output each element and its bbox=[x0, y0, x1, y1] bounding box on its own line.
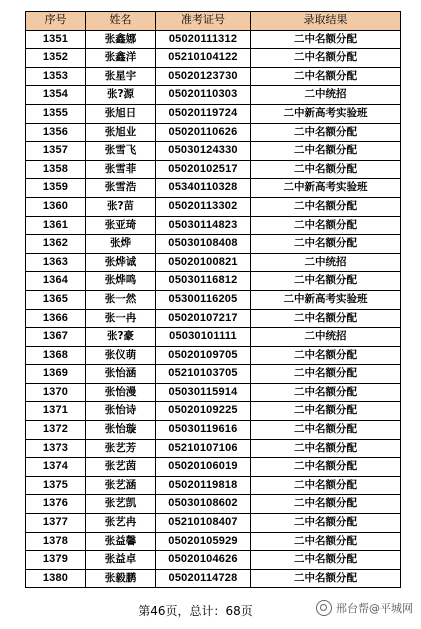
cell-exam-number: 05020111312 bbox=[156, 30, 251, 49]
cell-serial: 1374 bbox=[26, 458, 86, 477]
cell-exam-number: 05030124330 bbox=[156, 142, 251, 161]
cell-result: 二中名额分配 bbox=[251, 123, 401, 142]
cell-result: 二中统招 bbox=[251, 253, 401, 272]
cell-result: 二中名额分配 bbox=[251, 30, 401, 49]
cell-result: 二中名额分配 bbox=[251, 235, 401, 254]
table-row bbox=[26, 346, 401, 365]
cell-name: 张怡涵 bbox=[86, 365, 156, 384]
table-row bbox=[26, 104, 401, 123]
cell-serial: 1373 bbox=[26, 439, 86, 458]
table-row bbox=[26, 272, 401, 291]
cell-result: 二中名额分配 bbox=[251, 551, 401, 570]
cell-exam-number: 05030119616 bbox=[156, 421, 251, 440]
cell-name: 张旭业 bbox=[86, 123, 156, 142]
cell-serial: 1353 bbox=[26, 67, 86, 86]
cell-serial: 1378 bbox=[26, 532, 86, 551]
table-row bbox=[26, 30, 401, 49]
results-sheet bbox=[25, 11, 400, 588]
table-row bbox=[26, 309, 401, 328]
table-row bbox=[26, 253, 401, 272]
cell-serial: 1380 bbox=[26, 569, 86, 588]
cell-name: 张烨 bbox=[86, 235, 156, 254]
cell-serial: 1371 bbox=[26, 402, 86, 421]
table-header-row bbox=[26, 12, 401, 31]
cell-exam-number: 05020119818 bbox=[156, 476, 251, 495]
cell-serial: 1354 bbox=[26, 86, 86, 105]
cell-name: 张?苗 bbox=[86, 197, 156, 216]
cell-exam-number: 05030115914 bbox=[156, 383, 251, 402]
cell-serial: 1363 bbox=[26, 253, 86, 272]
cell-result: 二中新高考实验班 bbox=[251, 290, 401, 309]
cell-serial: 1360 bbox=[26, 197, 86, 216]
cell-result: 二中名额分配 bbox=[251, 365, 401, 384]
table-row bbox=[26, 123, 401, 142]
cell-exam-number: 05030108408 bbox=[156, 235, 251, 254]
cell-name: 张艺芳 bbox=[86, 439, 156, 458]
cell-name: 张雪浩 bbox=[86, 179, 156, 198]
table-row bbox=[26, 421, 401, 440]
cell-serial: 1376 bbox=[26, 495, 86, 514]
cell-exam-number: 05020102517 bbox=[156, 160, 251, 179]
cell-serial: 1359 bbox=[26, 179, 86, 198]
cell-serial: 1361 bbox=[26, 216, 86, 235]
cell-name: 张?源 bbox=[86, 86, 156, 105]
cell-name: 张旭日 bbox=[86, 104, 156, 123]
cell-exam-number: 05300116205 bbox=[156, 290, 251, 309]
cell-result: 二中名额分配 bbox=[251, 160, 401, 179]
cell-exam-number: 05020110303 bbox=[156, 86, 251, 105]
table-row bbox=[26, 439, 401, 458]
cell-serial: 1364 bbox=[26, 272, 86, 291]
cell-result: 二中统招 bbox=[251, 328, 401, 347]
table-row bbox=[26, 383, 401, 402]
cell-name: 张毅鹏 bbox=[86, 569, 156, 588]
table-row bbox=[26, 197, 401, 216]
cell-result: 二中新高考实验班 bbox=[251, 179, 401, 198]
cell-serial: 1357 bbox=[26, 142, 86, 161]
table-row bbox=[26, 290, 401, 309]
cell-exam-number: 05030108602 bbox=[156, 495, 251, 514]
cell-name: 张艺冉 bbox=[86, 514, 156, 533]
cell-result: 二中名额分配 bbox=[251, 476, 401, 495]
cell-exam-number: 05030116812 bbox=[156, 272, 251, 291]
cell-name: 张雪飞 bbox=[86, 142, 156, 161]
table-row bbox=[26, 402, 401, 421]
cell-name: 张怡诗 bbox=[86, 402, 156, 421]
table-row bbox=[26, 569, 401, 588]
table-row bbox=[26, 476, 401, 495]
cell-result: 二中名额分配 bbox=[251, 383, 401, 402]
table-row bbox=[26, 514, 401, 533]
cell-name: 张鑫洋 bbox=[86, 49, 156, 68]
cell-name: 张益馨 bbox=[86, 532, 156, 551]
cell-result: 二中名额分配 bbox=[251, 142, 401, 161]
cell-serial: 1366 bbox=[26, 309, 86, 328]
table-row bbox=[26, 86, 401, 105]
page-count-text: 第46页，总计：68页 bbox=[138, 604, 253, 618]
cell-name: 张烨鸣 bbox=[86, 272, 156, 291]
table-row bbox=[26, 179, 401, 198]
cell-exam-number: 05030114823 bbox=[156, 216, 251, 235]
cell-result: 二中名额分配 bbox=[251, 197, 401, 216]
cell-exam-number: 05020110626 bbox=[156, 123, 251, 142]
cell-exam-number: 05020100821 bbox=[156, 253, 251, 272]
cell-name: 张怡漫 bbox=[86, 383, 156, 402]
cell-name: 张一然 bbox=[86, 290, 156, 309]
table-row bbox=[26, 328, 401, 347]
cell-serial: 1377 bbox=[26, 514, 86, 533]
cell-serial: 1370 bbox=[26, 383, 86, 402]
cell-exam-number: 05020105929 bbox=[156, 532, 251, 551]
cell-exam-number: 05020107217 bbox=[156, 309, 251, 328]
cell-exam-number: 05340110328 bbox=[156, 179, 251, 198]
cell-result: 二中新高考实验班 bbox=[251, 104, 401, 123]
cell-name: 张艺涵 bbox=[86, 476, 156, 495]
table-row bbox=[26, 216, 401, 235]
cell-result: 二中统招 bbox=[251, 86, 401, 105]
cell-result: 二中名额分配 bbox=[251, 67, 401, 86]
table-row bbox=[26, 365, 401, 384]
header-exam-number: 准考证号 bbox=[156, 12, 251, 31]
table-row bbox=[26, 495, 401, 514]
cell-result: 二中名额分配 bbox=[251, 569, 401, 588]
table-row bbox=[26, 49, 401, 68]
cell-name: 张艺凯 bbox=[86, 495, 156, 514]
cell-name: 张一冉 bbox=[86, 309, 156, 328]
cell-result: 二中名额分配 bbox=[251, 216, 401, 235]
cell-result: 二中名额分配 bbox=[251, 532, 401, 551]
cell-serial: 1375 bbox=[26, 476, 86, 495]
cell-name: 张亚琦 bbox=[86, 216, 156, 235]
cell-name: 张仪萌 bbox=[86, 346, 156, 365]
cell-exam-number: 05020114728 bbox=[156, 569, 251, 588]
cell-result: 二中名额分配 bbox=[251, 49, 401, 68]
cell-serial: 1365 bbox=[26, 290, 86, 309]
cell-result: 二中名额分配 bbox=[251, 495, 401, 514]
cell-exam-number: 05020106019 bbox=[156, 458, 251, 477]
cell-name: 张艺茵 bbox=[86, 458, 156, 477]
cell-serial: 1351 bbox=[26, 30, 86, 49]
cell-exam-number: 05210107106 bbox=[156, 439, 251, 458]
cell-serial: 1362 bbox=[26, 235, 86, 254]
cell-name: 张烨诚 bbox=[86, 253, 156, 272]
cell-name: 张益卓 bbox=[86, 551, 156, 570]
table-row bbox=[26, 160, 401, 179]
cell-serial: 1355 bbox=[26, 104, 86, 123]
table-row bbox=[26, 532, 401, 551]
header-serial: 序号 bbox=[26, 12, 86, 31]
cell-exam-number: 05020119724 bbox=[156, 104, 251, 123]
cell-result: 二中名额分配 bbox=[251, 514, 401, 533]
cell-exam-number: 05210103705 bbox=[156, 365, 251, 384]
watermark-logo-icon bbox=[316, 600, 332, 616]
watermark bbox=[316, 600, 413, 616]
cell-serial: 1352 bbox=[26, 49, 86, 68]
admission-results-table bbox=[25, 11, 401, 588]
cell-exam-number: 05020123730 bbox=[156, 67, 251, 86]
cell-serial: 1356 bbox=[26, 123, 86, 142]
cell-result: 二中名额分配 bbox=[251, 309, 401, 328]
table-row bbox=[26, 142, 401, 161]
cell-exam-number: 05020109705 bbox=[156, 346, 251, 365]
cell-result: 二中名额分配 bbox=[251, 346, 401, 365]
table-row bbox=[26, 235, 401, 254]
header-result: 录取结果 bbox=[251, 12, 401, 31]
cell-result: 二中名额分配 bbox=[251, 421, 401, 440]
cell-result: 二中名额分配 bbox=[251, 458, 401, 477]
cell-exam-number: 05210108407 bbox=[156, 514, 251, 533]
cell-serial: 1367 bbox=[26, 328, 86, 347]
cell-exam-number: 05020109225 bbox=[156, 402, 251, 421]
cell-exam-number: 05020113302 bbox=[156, 197, 251, 216]
cell-result: 二中名额分配 bbox=[251, 402, 401, 421]
watermark-text: 邢台帮@平城网 bbox=[336, 602, 413, 615]
table-body bbox=[26, 30, 401, 588]
cell-exam-number: 05030101111 bbox=[156, 328, 251, 347]
cell-exam-number: 05210104122 bbox=[156, 49, 251, 68]
cell-name: 张怡璇 bbox=[86, 421, 156, 440]
cell-name: 张星宇 bbox=[86, 67, 156, 86]
table-row bbox=[26, 551, 401, 570]
table-row bbox=[26, 67, 401, 86]
cell-result: 二中名额分配 bbox=[251, 272, 401, 291]
table-row bbox=[26, 458, 401, 477]
cell-name: 张雪菲 bbox=[86, 160, 156, 179]
cell-name: 张?豪 bbox=[86, 328, 156, 347]
cell-result: 二中名额分配 bbox=[251, 439, 401, 458]
cell-serial: 1368 bbox=[26, 346, 86, 365]
cell-serial: 1379 bbox=[26, 551, 86, 570]
cell-serial: 1372 bbox=[26, 421, 86, 440]
cell-name: 张鑫娜 bbox=[86, 30, 156, 49]
header-name: 姓名 bbox=[86, 12, 156, 31]
cell-serial: 1369 bbox=[26, 365, 86, 384]
cell-serial: 1358 bbox=[26, 160, 86, 179]
cell-exam-number: 05020104626 bbox=[156, 551, 251, 570]
